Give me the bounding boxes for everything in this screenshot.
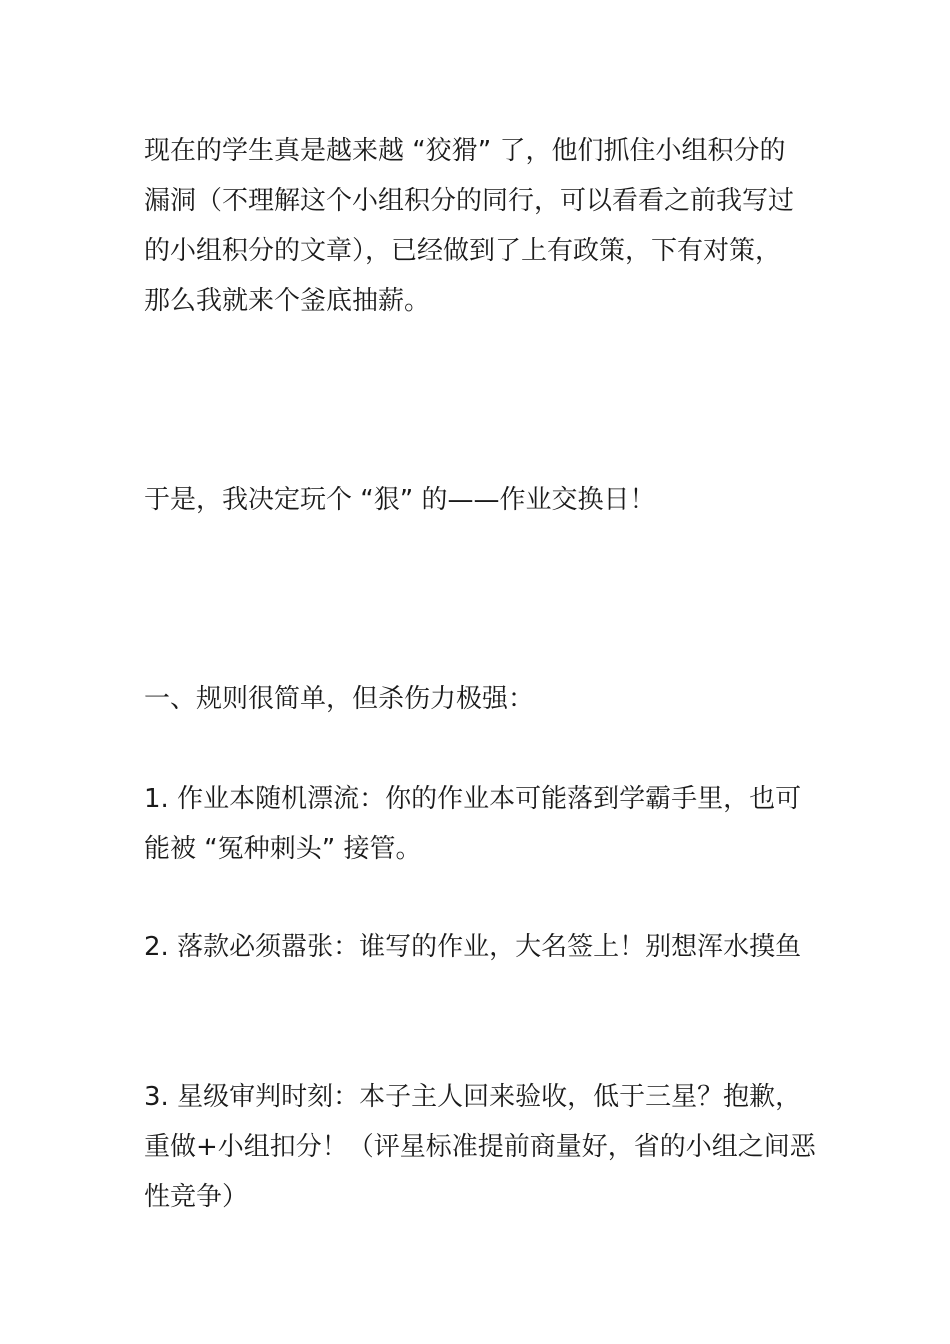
text-line: 一、规则很简单，但杀伤力极强：	[144, 684, 535, 714]
section-heading-rules	[144, 674, 814, 724]
text-line: 现在的学生真是越来越 “狡猾” 了，他们抓住小组积分的	[144, 136, 786, 166]
text-line: 的小组积分的文章），已经做到了上有政策，下有对策，	[144, 236, 782, 266]
rule-item-3	[144, 1072, 814, 1222]
text-line: 能被 “冤种刺头” 接管。	[144, 834, 422, 864]
text-line: 重做+小组扣分！（评星标准提前商量好，省的小组之间恶	[144, 1132, 816, 1162]
text-line: 性竞争）	[144, 1182, 249, 1212]
rule-item-1	[144, 774, 814, 874]
paragraph-intro	[144, 126, 814, 326]
text-line: 那么我就来个釜底抽薪。	[144, 286, 431, 316]
paragraph-decision	[144, 475, 814, 525]
text-line: 于是，我决定玩个 “狠” 的——作业交换日！	[144, 485, 656, 515]
text-line: 1. 作业本随机漂流：你的作业本可能落到学霸手里，也可	[144, 784, 802, 814]
text-line: 2. 落款必须嚣张：谁写的作业，大名签上！别想浑水摸鱼	[144, 932, 802, 962]
rule-item-2	[144, 922, 814, 972]
text-line: 漏洞（不理解这个小组积分的同行，可以看看之前我写过	[144, 186, 795, 216]
text-line: 3. 星级审判时刻：本子主人回来验收，低于三星？抱歉，	[144, 1082, 802, 1112]
